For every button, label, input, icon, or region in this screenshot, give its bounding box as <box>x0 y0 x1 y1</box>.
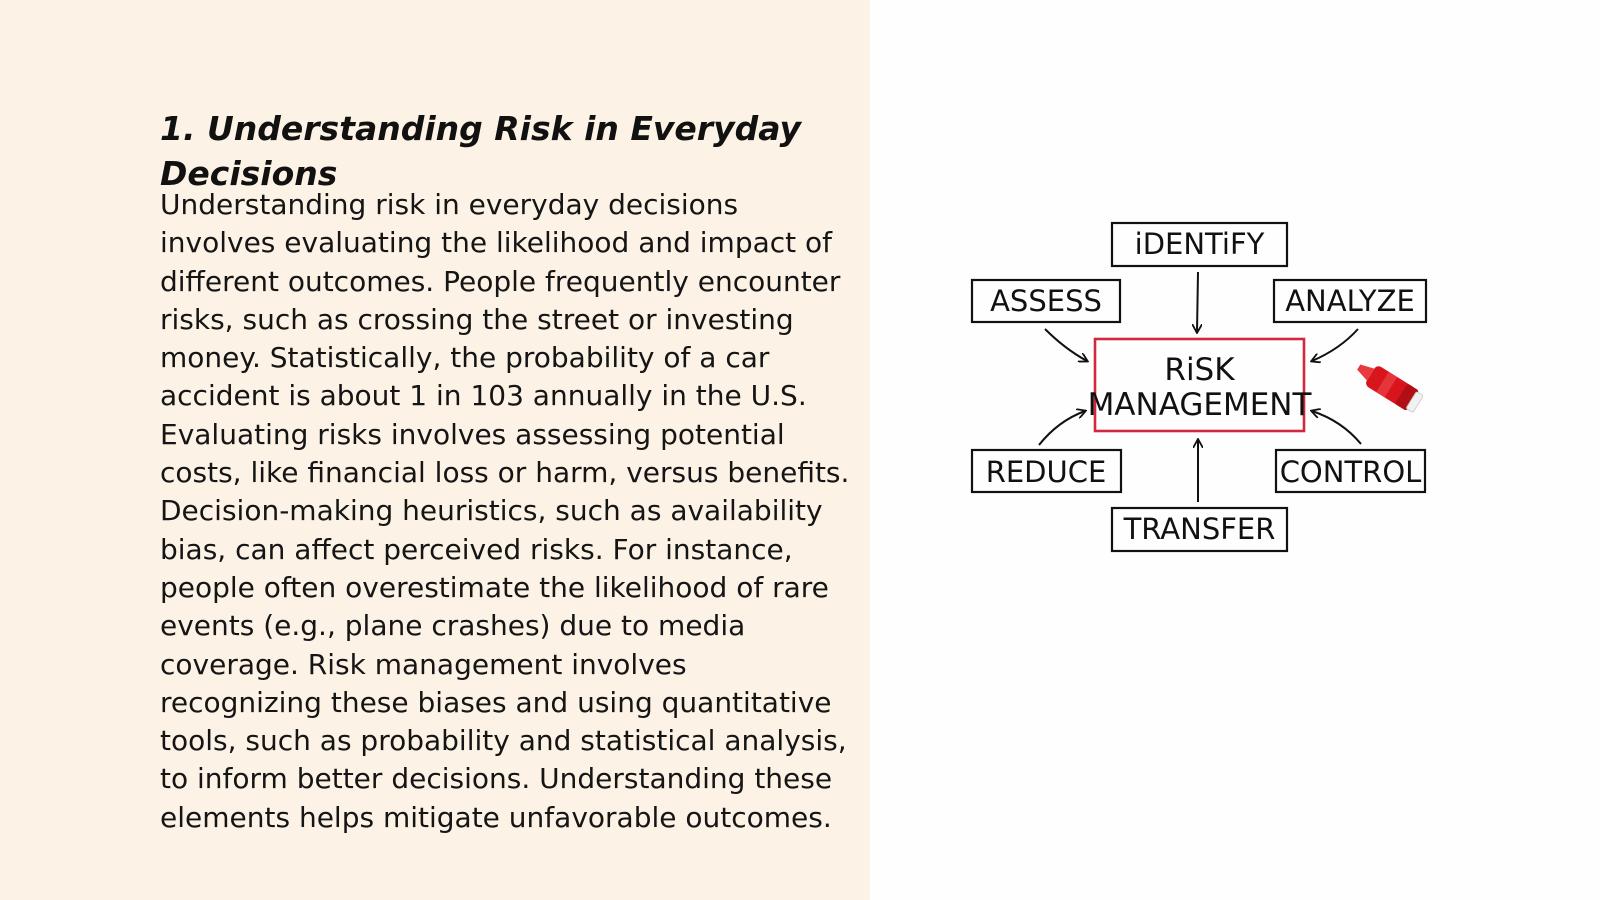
center-label-line1: RiSK <box>1164 352 1235 388</box>
control-label: CONTROL <box>1279 455 1422 489</box>
transfer-label: TRANSFER <box>1123 512 1276 546</box>
risk-management-center-box <box>1088 339 1313 431</box>
transfer-box <box>1112 508 1287 551</box>
identify-label: iDENTiFY <box>1134 227 1265 261</box>
arrow-analyze <box>1312 329 1358 361</box>
arrow-reduce <box>1039 411 1085 445</box>
arrow-identify <box>1197 272 1198 332</box>
arrow-control <box>1312 411 1361 444</box>
control-box <box>1276 450 1425 492</box>
red-marker-icon <box>1352 357 1424 414</box>
assess-label: ASSESS <box>990 284 1102 318</box>
assess-box <box>972 280 1120 322</box>
identify-box <box>1112 223 1287 266</box>
slide-title: 1. Understanding Risk in Everyday Decisions <box>160 109 801 193</box>
center-label-line2: MANAGEMENT <box>1087 387 1312 423</box>
arrow-assess <box>1045 329 1087 361</box>
reduce-box <box>972 450 1121 492</box>
analyze-box <box>1274 280 1426 322</box>
slide-body-text: Understanding risk in everyday decisions involves evaluating the likelihood and impact of different outcomes. People frequently encounter risks, such as crossing the street or investing money. Statistically, the probability of a car accident is about 1 in 103 annually in the U.S. Evaluating risks involves assessing potential costs, like financial loss or harm, versus benefits. Decision-making heuristics, such as availability bias, can affect perceived risks. For instance, people often overestimate the likelihood of rare events (e.g., plane crashes) due to media coverage. Risk management involves recognizing these biases and using quantitative tools, such as probability and statistical analysis, to inform better decisions. Understanding these elements helps mitigate unfavorable outcomes. <box>160 188 850 834</box>
reduce-label: REDUCE <box>985 455 1107 489</box>
analyze-label: ANALYZE <box>1285 284 1415 318</box>
risk-management-diagram <box>955 215 1465 555</box>
